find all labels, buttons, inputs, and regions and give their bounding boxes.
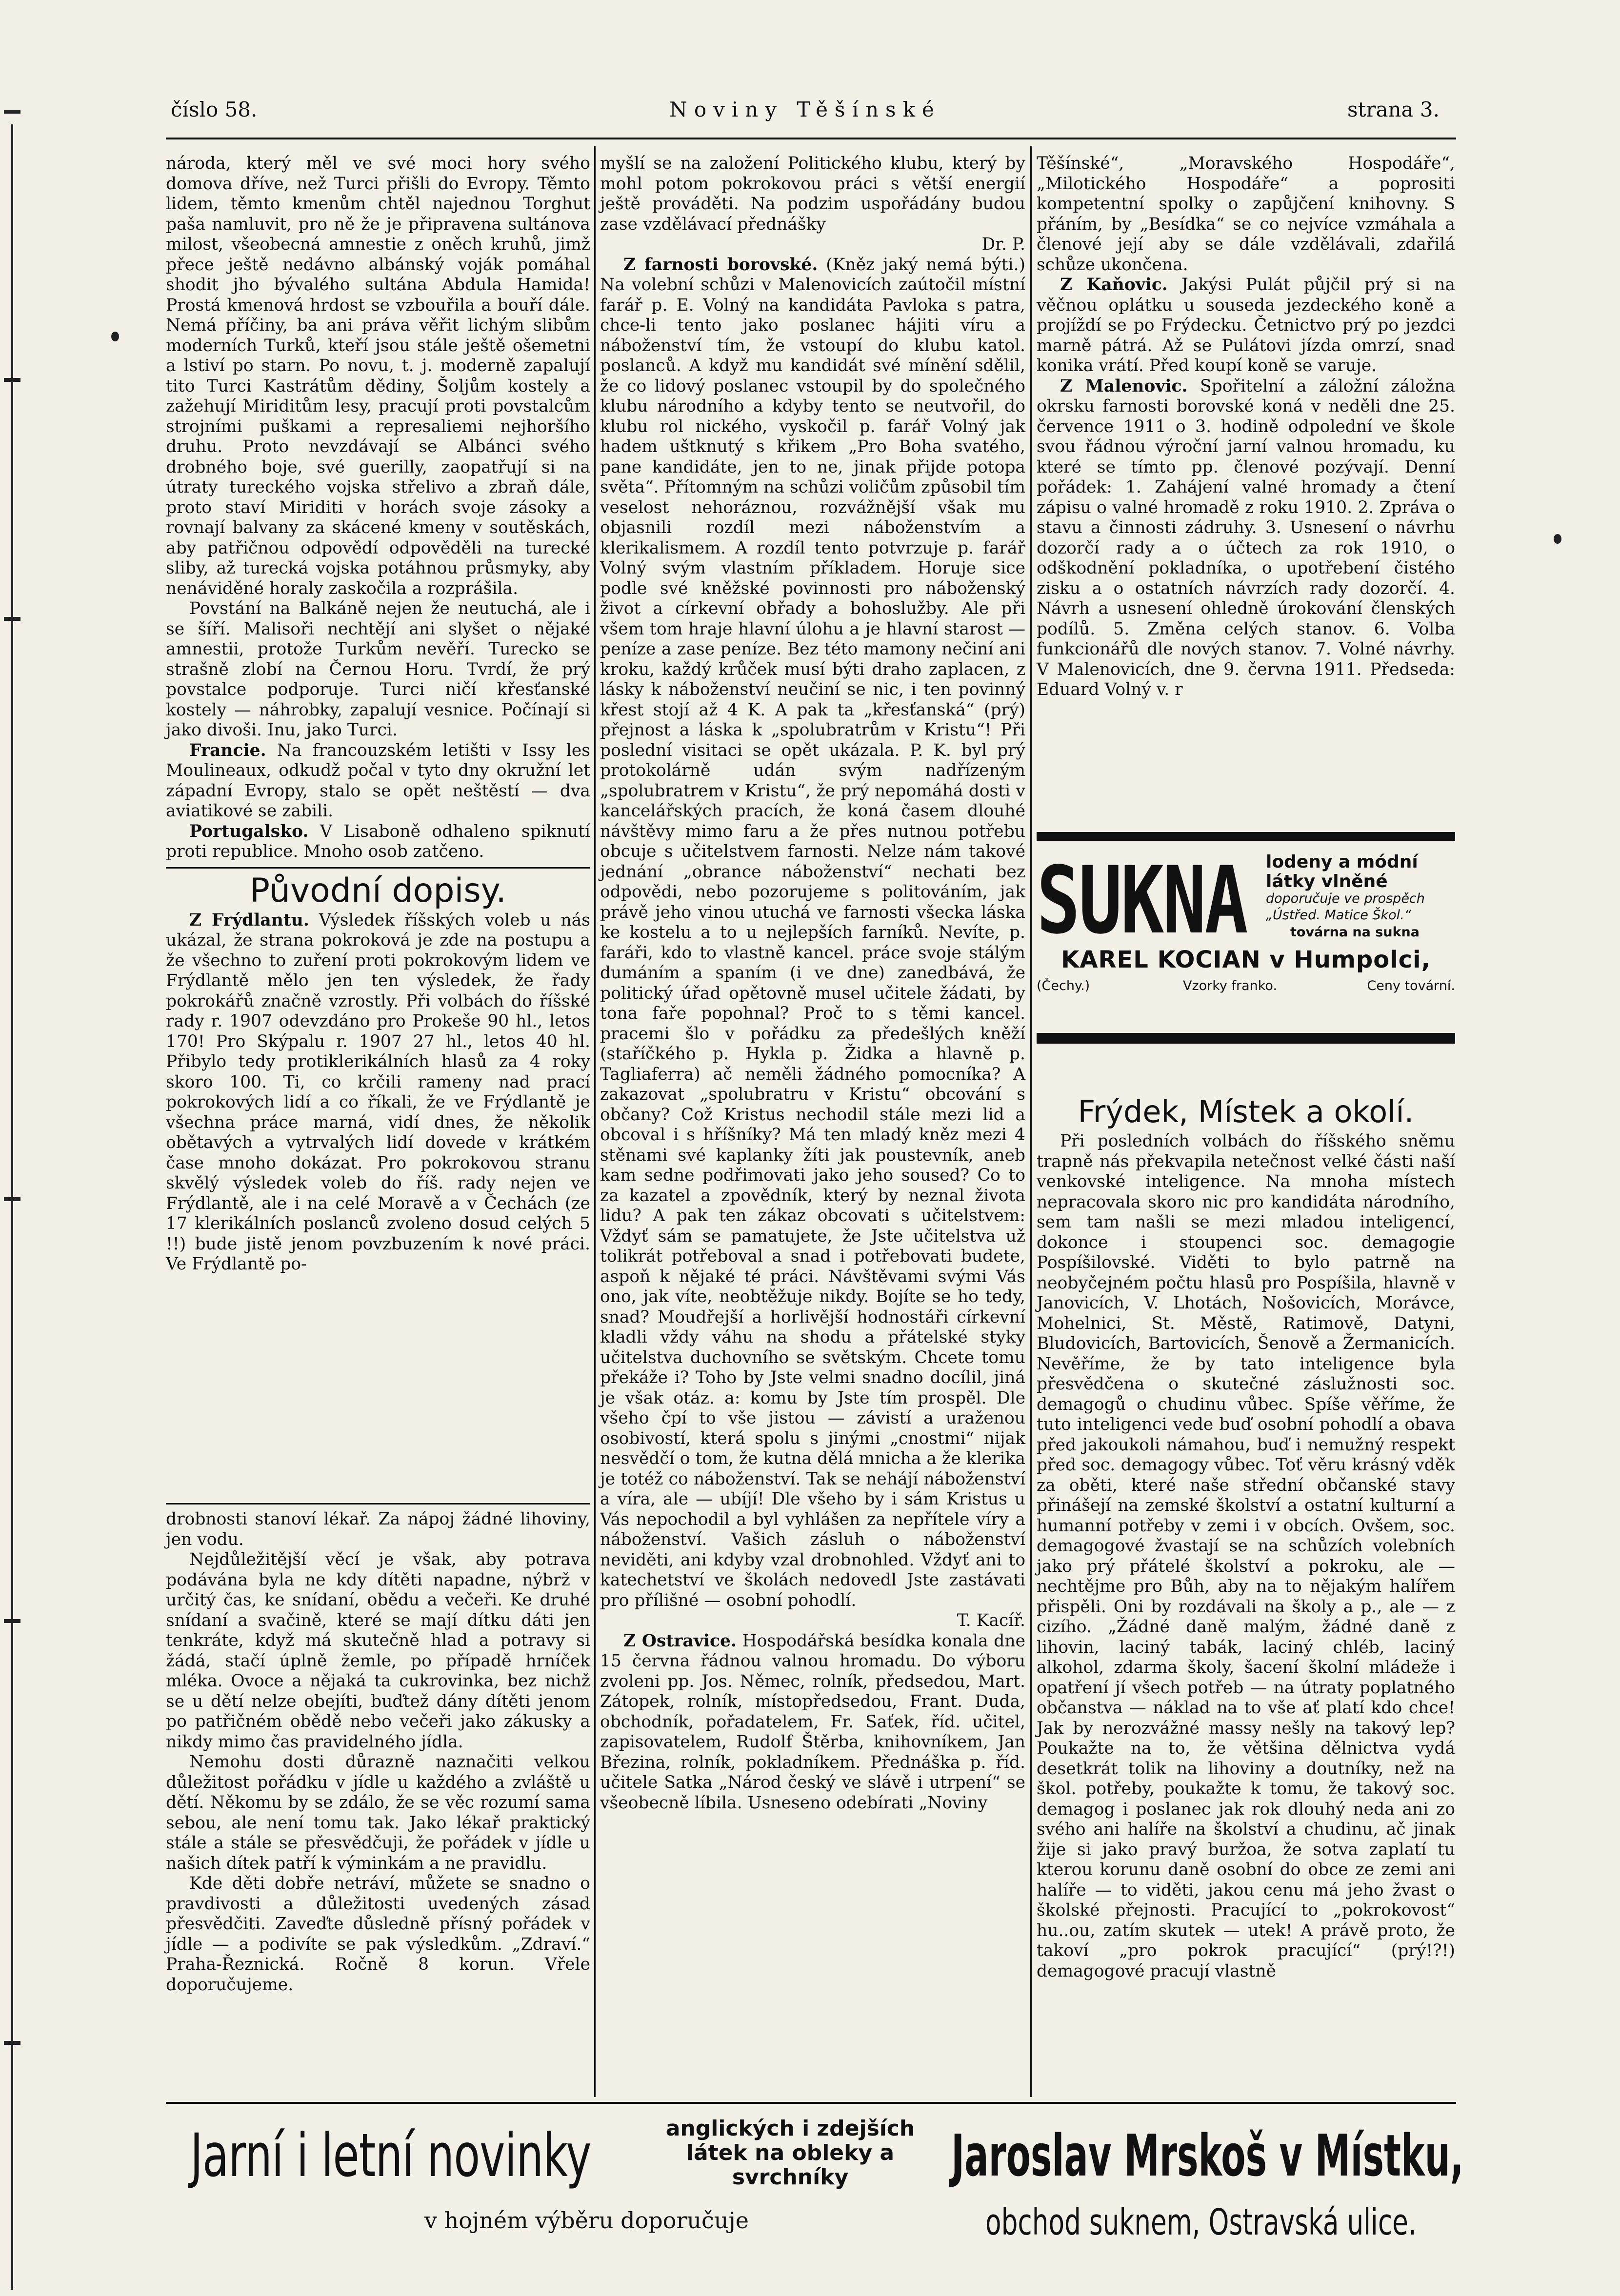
news-france-text: Na francouzském letišti v Issy les Moulineaux, odkudž počal v tyto dny okružní let západní Evropy, stalo se opět neštěstí — dva aviatikové se zabili. — [166, 740, 591, 821]
binding-mark — [4, 617, 20, 621]
binding-mark — [4, 1619, 20, 1623]
ad-sukna-factory: továrna na sukna — [1290, 925, 1420, 940]
ad-border-top — [1037, 832, 1455, 841]
letter-borova-head: Z farnosti borovské. — [623, 255, 818, 275]
letter-kanovic-head: Z Kaňovic. — [1060, 275, 1168, 295]
section-rule — [166, 867, 590, 871]
advertisement-sukna — [1037, 844, 1455, 1029]
letter-frydlant-text: Výsledek říšských voleb u nás ukázal, že strana pokroková je zde na postupu a že všechno to zuření proti pokrokovým lidem ve Frýdlantě mělo jen ten výsledek, že řady pokrokářů značně vzrostly. Při volbách do říšské rady r. 1907 odevzdáno pro Prokeše 90 hl., letos 170! Pro Skýpalu r. 1907 27 hl., letos 40 hl. Přibylo tedy protiklerikálních hlasů za 4 roky skoro 100. Ti, co krčili rameny nad prací pokrokových lidí a co říkali, že ve Frýdlantě je všechna práce marná, vidí dnes, že několik obětavých a vytrvalých lidí dovede v krátkém čase mnoho dokázat. Pro pokrokovou stranu skvělý výsledek voleb do říš. rady nejen ve Frýdlantě, ale i na celé Moravě a v Čechách (ze 17 klerikálních poslanců zvoleno dosud celých 5 !!) bude jistě jenom povzbuzením k nové práci. Ve Frýdlantě po- — [166, 910, 590, 1274]
ad-sukna-region: (Čechy.) — [1037, 978, 1090, 993]
column-3 — [1037, 154, 1455, 700]
news-portugal-text: V Lisaboně odhaleno spiknutí proti republice. Mnoho osob zatčeno. — [166, 821, 590, 861]
article-frydek-mistek: Při posledních volbách do říšského sněmu trapně nás překvapila netečnost velké části naší venkovské inteligence. Na mnoha místech nepracovala skoro nic pro kandidáta národního, sem tam našli se mezi mladou inteligencí, dokonce i stoupenci soc. demagogie Pospíšilovské. Viděti to bylo patrně na neobyčejném počtu hlasů pro Pospíšila, hlavně v Janovicích, V. Lhotách, Nošovicích, Morávce, Mohelnici, St. Městě, Ratimově, Datyni, Bludovicích, Bartovicích, Šenově a Žermanicích. Nevěříme, že by tato inteligence byla přesvědčena o skutečné záslužnosti soc. demagogů o chudinu vůbec. Spíše věříme, že tuto inteligenci vede buď osobní pohodlí a obava před jakoukoli námahou, buď i nemužný respekt před soc. demagogy vůbec. Toť věru krásný vděk za oběti, které naše střední občanské stavy přinášejí na zemské školství a ostatní kulturní a humanní potřeby v zemi i v obcích. Ovšem, soc. demagogové žvastají se na schůzích volebních jako prý přátelé školství a pokroku, ale — nechtějme pro Bůh, aby na to nějakým halířem přispěli. Oni by rozdávali na školy a p., ale — z cizího. „Žádné daně malým, žádné daně z lihovin, laciný tabák, laciný chléb, laciný alkohol, zdarma školy, šacení školní mládeže i opatření jí všech potřeb — na útraty poplatného občanstva — náklad na to vše ať platí kdo chce! Jak by nerozvážné massy nešly na takový lep? Poukažte na to, že většina dělnictva vydá desetkrát tolik na lihoviny a doutníky, než na škol. potřeby, poukažte k tomu, že takový soc. demagog i poslanec jak rok dlouhý neda ani zo svého ani halíře na školství a chudinu, ač jinak žije si jako pravý buržoa, že sotva zaplatí tu kterou korunu daně osobní do obce ze zemi ani halíře — to viděti, jakou cenu má jeho žvast o školské přejnosti. Pracující to „pokrokovost“ hu..ou, zatím skutek — utek! A právě proto, že takoví „pro pokrok pracující“ (prý!?!) demagogové pracují vlastně — [1037, 1131, 1455, 1981]
ad-sukna-recommendation: doporučuje ve prospěch „Ústřed. Matice Škol.“ — [1266, 891, 1425, 923]
letter-frydlant-head: Z Frýdlantu. — [189, 910, 309, 930]
signature-dr-p: Dr. P. — [981, 235, 1025, 254]
ad-border-bottom — [1037, 1033, 1455, 1044]
ad-sukna-firm: KAREL KOCIAN v Humpolci, — [1061, 946, 1431, 973]
section-title-frydek-mistek: Frýdek, Místek a okolí. — [1078, 1094, 1414, 1129]
article-child-nutrition: Nemohu dosti důrazně naznačiti velkou důležitost pořádku v jídle u každého a zvláště u dětí. Někomu by se zdálo, že se věc rozumí sama sebou, ale není tomu tak. Jako lékař praktický stále a stále se přesvědčuji, že pořádek v jídle u našich dítek patří k výminkám a ne pravidlu. — [166, 1752, 590, 1873]
page-number: strana 3. — [1347, 98, 1440, 121]
letter-frydlant — [166, 910, 590, 1275]
column-2 — [600, 154, 1025, 1813]
letter-borova-text: (Kněz jaký nemá býti.) Na volební schůzi v Malenovicích zaútočil místní farář p. E. Volný na kandidáta Pavloka s patra, chce-li tento jako poslanec hájiti víru a náboženství tím, že vstoupí do klubu katol. poslanců. A když mu kandidát své mínění sdělil, že co lidový poslanec vstoupil by do společného klubu národního a kdyby tento se neutvořil, do klubu rol nického, vyskočil p. farář Volný jak hadem uštknutý s křikem „Pro Boha svatého, pane kandidáte, jen to ne, jinak přijde potopa světa“. Přítomným na schůzi voličům způsobil tím veselost nehoráznou, rozvážnější však mu objasnili rozdíl mezi náboženstvím a klerikalismem. A rozdíl tento potvrzuje p. farář Volný svým vlastním příkladem. Horuje sice podle své kněžské povinnosti pro náboženský život a církevní obřady a bohoslužby. Ale při všem tom hraje hlavní úlohu a je hlavní starost — peníze a zase peníze. Bez této mamony nečiní ani kroku, každý krůček musí býti draho zaplacen, z lásky k náboženství neučiní se nic, i ten povinný křest stojí až 4 K. A pak ta „křesťanská“ (prý) přejnost a láska k „spolubratrům v Kristu“! Při poslední visitaci se opět ukázala. P. K. byl prý protokolárně udán svým nadřízeným „spolubratrem v Kristu“, že prý nepomáhá dosti v kancelářských pracích, že koná časem dlouhé návštěvy mimo faru a že přes nutnou potřebu obcuje s učitelstvem farnosti. Nelze nám takové jednání „obrance náboženství“ nechati bez odpovědi, nebo pozorujeme s politováním, jak právě jeho vinou utuchá ve farnosti všecka láska ke kostelu a to u nejlepších farníků. Nevíte, p. faráři, kdo to vlastně kancel. práce svoje stálým dumáním a spaním (i ve dne) zanedbává, že politický úřad opětovně musel učitele žádati, by tona faře popohnal? Proč to s těmi kancel. pracemi šlo v pořádku za předešlých kněží (staříčkého p. Hykla p. Židka a hlavně p. Tagliaferra) ač neměli žádného pomocníka? A zakazovat „spolubratru v Kristu“ obcování s občany? Což Kristus nechodil stále mezi lid a obcoval i s hříšníky? Má ten mladý kněz mezi 4 stěnami své kaplanky žíti jak poustevník, aneb kam sedne podřimovati jako jeho soused? Co to za kazatel a zpovědník, který by neznal života lidu? A pak ten zákaz obcovati s učitelstvem: Vždyť sám se pamatujete, že Jste učitelstva už tolikrát potřeboval a snad i potřebovati budete, aspoň k nějaké té práci. Návštěvami svými Vás ono, jak víte, neobtěžuje nikdy. Bojíte se ho tedy, snad? Moudřejší a horlivější hodnostáři církevní kladli vždy váhu na shodu a přátelské styky učitelstva duchovního se světským. Chcete tomu překáže i? Toho by Jste velmi snadno docílil, jiná je však otáz. a: komu by Jste tím prospěl. Dle všeho čpí to vše jistou — závistí a uraženou osobivostí, která spolu s jinými „cnostmi“ nijak nesvědčí o tom, že kutna dělá mnicha a že klerika je totéž co náboženství. Tak se nehájí náboženství a víra, ale — ubíjí! Dle všeho by i sám Kristus u Vás nepochodil a byl vyhlášen za nepřítele víry a náboženství. Vašich zásluh o náboženství neviděti, ani kdyby vzal drobnohled. Vždyť ani to katechetství ve školách nedovedl Jste zastávati pro přílišné — osobní pohodlí. — [600, 255, 1026, 1610]
article-balkan-uprising: Povstání na Balkáně nejen že neutuchá, ale i se šíří. Malisoři nechtějí ani slyšet o nějaké amnestii, protože Turkům nevěří. Turecko se strašně zlobí na Černou Horu. Tvrdí, že prý povstalce podporuje. Turci ničí křesťanské kostely — náhrobky, zapalují vesnice. Počínají si jako divoši. Inu, jako Turci. — [166, 599, 590, 740]
letter-ostravice — [600, 1631, 1025, 1814]
punch-hole-dot — [1554, 534, 1561, 544]
column-3-lower — [1037, 1092, 1455, 1981]
binding-mark — [4, 2041, 20, 2045]
ad-sukna-prices: Ceny tovární. — [1367, 978, 1455, 993]
binding-mark — [4, 110, 20, 114]
article-child-nutrition: Kde děti dobře netráví, můžete se snadno o pravdivosti a důležitosti uvedených zásad přesvědčiti. Zaveďte důsledně přísný pořádek v jídle — a podivíte se pak výsledkům. „Zdraví.“ Praha-Řeznická. Ročně 8 korun. Vřele doporučujeme. — [166, 1874, 590, 1995]
ad-sukna-wordmark: SUKNA — [1037, 847, 1247, 954]
letter-borova — [600, 255, 1025, 1611]
ad-sukna-goods: lodeny a módní látky vlněné — [1266, 852, 1418, 891]
ad-sukna-samples: Vzorky franko. — [1183, 978, 1278, 993]
page-header — [171, 98, 1440, 127]
column-1 — [166, 154, 590, 1275]
binding-mark — [4, 378, 20, 382]
letter-malenovice-text: Spořitelní a záložní záložna okrsku farnosti borovské koná v neděli dne 25. července 1911 o 3. hodině odpolední ve škole svou řádnou výroční jarní valnou hromadu, ku které se tímto pp. členové pozývají. Denní pořádek: 1. Zahájení valné hromady a čtení zápisu o valné hromadě z roku 1910. 2. Zpráva o stavu a činnosti zádruhy. 3. Usnesení o návrhu dozorčí rady a o účtech za rok 1910, o odškodnění pokladníka, o upotřebení čistého zisku a o ostatních návrzích rady dozorčí. 4. Návrh a usnesení ohledně úrokování členských podílů. 5. Změna celých stanov. 6. Volba funkcionářů dle nových stanov. 7. Volné návrhy. V Malenovicích, dne 9. června 1911. — [1037, 376, 1455, 679]
news-portugal — [166, 822, 590, 862]
ad-mrskos-cloth: anglických i zdejších látek na obleky a svrchníky — [665, 2116, 915, 2190]
ad-mrskos-shop-name: Jaroslav Mrskoš v Místku, — [951, 2122, 1464, 2189]
news-france — [166, 741, 590, 822]
ad-mrskos-headline: Jarní i letní novinky — [190, 2121, 591, 2190]
column-1-lower — [166, 1509, 590, 1995]
section-rule — [166, 1503, 590, 1504]
ad-mrskos-offer: v hojném výběru doporučuje — [424, 2207, 749, 2234]
article-child-nutrition: Nejdůležitější věcí je však, aby potrava podávána byla ne kdy dítěti napadne, nýbrž v určitý čas, ke snídaní, obědu a večeři. Ke druhé snídaní a svačině, které se mají dítku dáti jen tenkráte, když má skutečně hlad a potravy si žádá, stačí úplně žemle, po případě hrníček mléka. Ovoce a nějaká ta cukrovinka, bez nichž se u dětí nelze obejíti, buďtež dány dítěti jenom po patřičném obědě nebo večeři jako zákusky a nikdy mimo čas pravidelného jídla. — [166, 1550, 590, 1752]
letter-ostravice-text: Hospodářská besídka konala dne 15 června řádnou valnou hromadu. Do výboru zvoleni pp. Jos. Němec, rolník, předsedou, Mart. Zátopek, rolník, místopředsedou, Frant. Duda, obchodník, pořadatelem, Fr. Saťek, říd. učitel, zapisovatelem, Rudolf Štěrba, knihovníkem, Jan Březina, rolník, pokladníkem. Přednáška p. říd. učitele Satka „Národ český ve slávě i utrpení“ se všeobecně líbila. Usneseno odebírati „Noviny — [600, 1631, 1026, 1813]
letter-malenovice — [1037, 376, 1455, 700]
letter-malenovice-signature: Předseda: Eduard Volný v. r — [1037, 659, 1455, 699]
signature-kacir: T. Kacíř. — [957, 1611, 1025, 1630]
letter-kanovic — [1037, 275, 1455, 376]
issue-number: číslo 58. — [171, 98, 258, 121]
letter-ostravice-continued: Těšínské“, „Moravského Hospodáře“, „Milotického Hospodáře“ a poprositi kompetentní spolky o zapůjčení knihovny. S přáním, by „Besídka“ se co nejvíce vzmáhala a členové její aby se dále vzdělávali, zdařilá schůze ukončena. — [1037, 154, 1455, 275]
ad-rule-top — [166, 2102, 1456, 2104]
letter-frydlant-continued: myšlí se na založení Politického klubu, který by mohl potom pokrokovou práci s větší energií ještě prováděti. Na podzim uspořádány budou zase vzdělávací přednášky — [600, 154, 1025, 234]
advertisement-mrskos — [171, 2112, 1464, 2258]
section-title-original-letters: Původní dopisy. — [250, 871, 506, 910]
news-france-head: Francie. — [189, 740, 266, 760]
article-child-nutrition-continued: drobnosti stanoví lékař. Za nápoj žádné lihoviny, jen vodu. — [166, 1509, 590, 1549]
letter-malenovice-head: Z Malenovic. — [1060, 376, 1188, 396]
letter-kanovic-text: Jakýsi Pulát půjčil prý si na věčnou oplátku u souseda jezdeckého koně a projíždí se po Frýdecku. Četnictvo prý po jezdci marně pátrá. Až se Pulátovi jízda omrzí, snad konika vrátí. Před koupí koně se varuje. — [1037, 275, 1455, 376]
binding-edge-line — [11, 124, 13, 2290]
punch-hole-dot — [111, 332, 119, 341]
column-divider — [594, 146, 596, 2097]
masthead-title: Noviny Těšínské — [669, 98, 941, 121]
column-divider — [1030, 146, 1032, 2097]
binding-mark — [4, 1197, 20, 1201]
header-rule — [166, 138, 1456, 139]
letter-ostravice-head: Z Ostravice. — [623, 1631, 737, 1651]
article-albania-continued: národa, který měl ve své moci hory svého domova dříve, než Turci přišli do Evropy. Těmto lidem, těmto kmenům chtěl najednou Torghut paša namluvit, pro ně že je připravena sultánova milost, všeobecná amnestie z oněch kruhů, jimž přece ještě nedávno albánský voják pomáhal shodit jho bývalého sultána Abdula Hamida! Prostá kmenová hrdost se vzbouřila a bouří dále. Nemá příčiny, ba ani práva věřit lichým slibům moderních Turků, kteří jsou stále ještě ošemetni a lstiví po starn. Po novu, t. j. moderně zapalují tito Turci Kastrátům dědiny, Šoljům kostely a zažehují Miriditům lesy, pracují proti povstalcům strojními puškami a represaliemi nejhoršího druhu. Proto nevzdávají se Albánci svého drobného boje, své guerilly, zaopatřují si na útraty tureckého vojska střelivo a zbraň dále, proto staví Miriditi v horách svoje zásoky a rovnají balvany za skácené kmeny v soutěskách, aby patřičnou odpovědí odpověděli na turecké sliby, až turecká vojska potáhnou průsmyky, aby nenáviděné horaly zaskočila a rozprášila. — [166, 154, 590, 598]
news-portugal-head: Portugalsko. — [189, 821, 309, 841]
ad-mrskos-address: obchod suknem, Ostravská ulice. — [985, 2201, 1417, 2243]
